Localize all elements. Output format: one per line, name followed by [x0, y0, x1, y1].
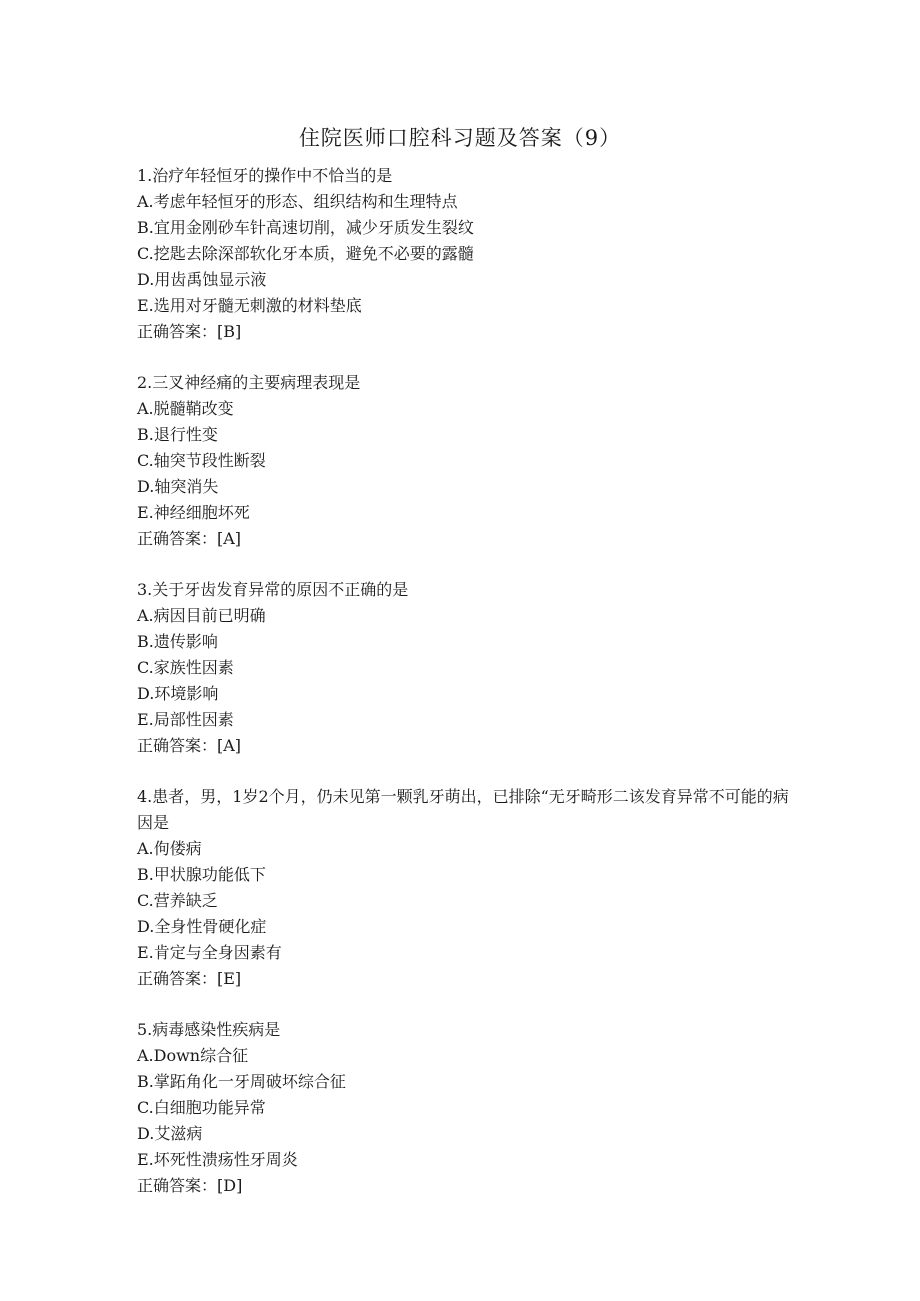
question-1 [137, 163, 797, 345]
option-a: A.病因目前已明确 [137, 606, 266, 625]
option-e: E.坏死性溃疡性牙周炎 [137, 1150, 298, 1169]
option-d: D.全身性骨硬化症 [137, 917, 267, 936]
option-c: C.白细胞功能异常 [137, 1098, 266, 1117]
question-5 [137, 1017, 797, 1199]
question-2 [137, 370, 797, 552]
option-b: B.宜用金刚砂车针高速切削，减少牙质发生裂纹 [137, 218, 474, 237]
question-4 [137, 784, 797, 992]
question-stem: 3.关于牙齿发育异常的原因不正确的是 [137, 580, 409, 599]
option-a: A.佝偻病 [137, 839, 202, 858]
option-b: B.甲状腺功能低下 [137, 865, 266, 884]
correct-answer: 正确答案：[D] [137, 1176, 243, 1195]
option-a: A.脱髓鞘改变 [137, 399, 234, 418]
option-d: D.轴突消失 [137, 477, 219, 496]
correct-answer: 正确答案：[A] [137, 529, 242, 548]
option-c: C.家族性因素 [137, 658, 234, 677]
option-b: B.退行性变 [137, 425, 218, 444]
document-title: 住院医师口腔科习题及答案（9） [298, 126, 622, 150]
option-d: D.环境影响 [137, 684, 219, 703]
question-list [137, 163, 797, 1224]
question-stem: 4.患者，男，1岁2个月，仍未见第一颗乳牙萌出，已排除“无牙畸形二该发育异常不可能的病因是 [137, 787, 789, 832]
option-a: A.Down综合征 [137, 1046, 249, 1065]
option-a: A.考虑年轻恒牙的形态、组织结构和生理特点 [137, 192, 458, 211]
option-b: B.遗传影响 [137, 632, 218, 651]
option-d: D.用齿禹蚀显示液 [137, 270, 267, 289]
correct-answer: 正确答案：[A] [137, 736, 242, 755]
option-c: C.轴突节段性断裂 [137, 451, 266, 470]
question-stem: 1.治疗年轻恒牙的操作中不恰当的是 [137, 166, 393, 185]
option-e: E.局部性因素 [137, 710, 234, 729]
option-d: D.艾滋病 [137, 1124, 203, 1143]
option-c: C.营养缺乏 [137, 891, 218, 910]
option-e: E.肯定与全身因素有 [137, 943, 282, 962]
correct-answer: 正确答案：[B] [137, 322, 242, 341]
question-stem: 2.三叉神经痛的主要病理表现是 [137, 373, 361, 392]
correct-answer: 正确答案：[E] [137, 969, 242, 988]
option-e: E.神经细胞坏死 [137, 503, 250, 522]
option-e: E.选用对牙髓无刺激的材料垫底 [137, 296, 362, 315]
question-stem: 5.病毒感染性疾病是 [137, 1020, 281, 1039]
option-c: C.挖匙去除深部软化牙本质，避免不必要的露髓 [137, 244, 474, 263]
option-b: B.掌跖角化一牙周破坏综合征 [137, 1072, 346, 1091]
question-3 [137, 577, 797, 759]
